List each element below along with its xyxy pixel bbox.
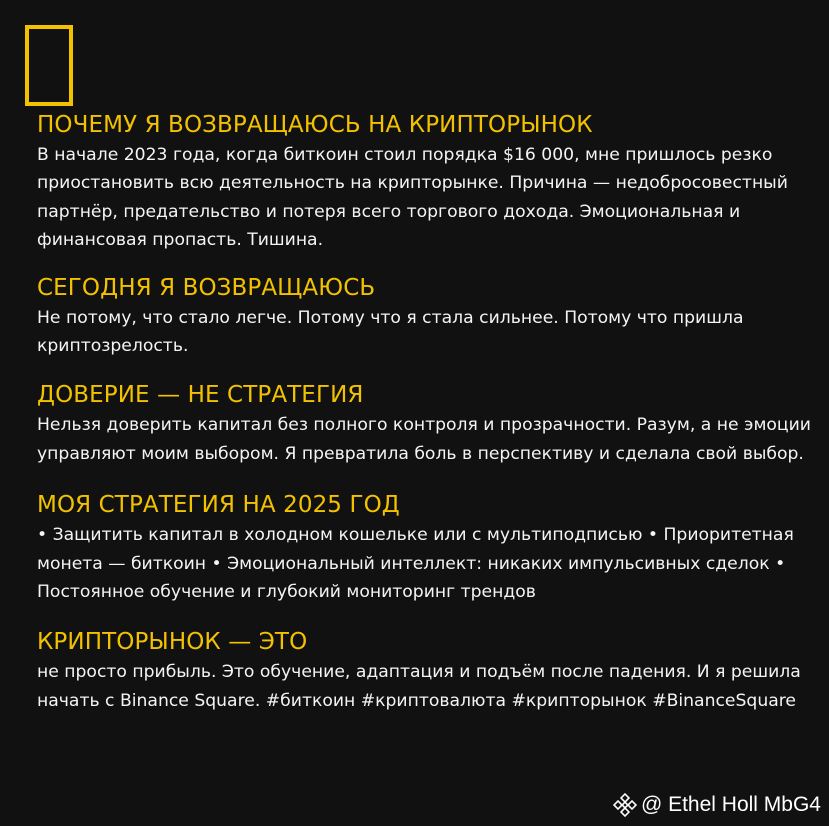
- section-heading: ДОВЕРИЕ — НЕ СТРАТЕГИЯ: [37, 382, 364, 409]
- section-text: Не потому, что стало легче. Потому что я стала сильнее. Потому что пришла криптозрелость.: [37, 307, 744, 357]
- section-heading: ПОЧЕМУ Я ВОЗВРАЩАЮСЬ НА КРИПТОРЫНОК: [37, 112, 593, 138]
- section-text: В начале 2023 года, когда биткоин стоил порядка $16 000, мне пришлось резко приостановить всю деятельность на крипторынке. Причина — недобросовестный партнёр, предательство и потеря всего торгового дохода. Эмоциональная и финансовая пропасть. Тишина.: [37, 145, 788, 251]
- section-heading: СЕГОДНЯ Я ВОЗВРАЩАЮСЬ: [37, 274, 376, 301]
- logo-frame-icon: [25, 25, 73, 106]
- section-why-returning: [37, 110, 821, 255]
- section-text: не просто прибыль. Это обучение, адаптация и подъём после падения. И я решила начать с Binance Square. #биткоин #криптовалюта #крипторынок #BinanceSquare: [37, 662, 801, 711]
- section-heading: КРИПТОРЫНОК — ЭТО: [37, 629, 308, 656]
- section-trust: [37, 380, 821, 468]
- section-crypto-market-is: [37, 627, 821, 715]
- watermark-text: @ Ethel Holl MbG4: [640, 793, 821, 816]
- section-text: • Защитить капитал в холодном кошельке или с мультиподписью • Приоритетная монета — биткоин • Эмоциональный интеллект: никаких импульсивных сделок • Постоянное обучение и глубокий мониторинг трендов: [37, 525, 794, 603]
- section-text: Нельзя доверить капитал без полного контроля и прозрачности. Разум, а не эмоции управляют моим выбором. Я превратила боль в перспективу и сделала свой выбор.: [37, 415, 811, 464]
- section-heading: МОЯ СТРАТЕГИЯ НА 2025 ГОД: [37, 492, 400, 519]
- section-strategy-2025: [37, 490, 821, 606]
- binance-logo-icon: [613, 793, 637, 817]
- section-today-returning: [37, 273, 821, 361]
- article-content: [37, 110, 821, 715]
- author-watermark: [613, 792, 821, 818]
